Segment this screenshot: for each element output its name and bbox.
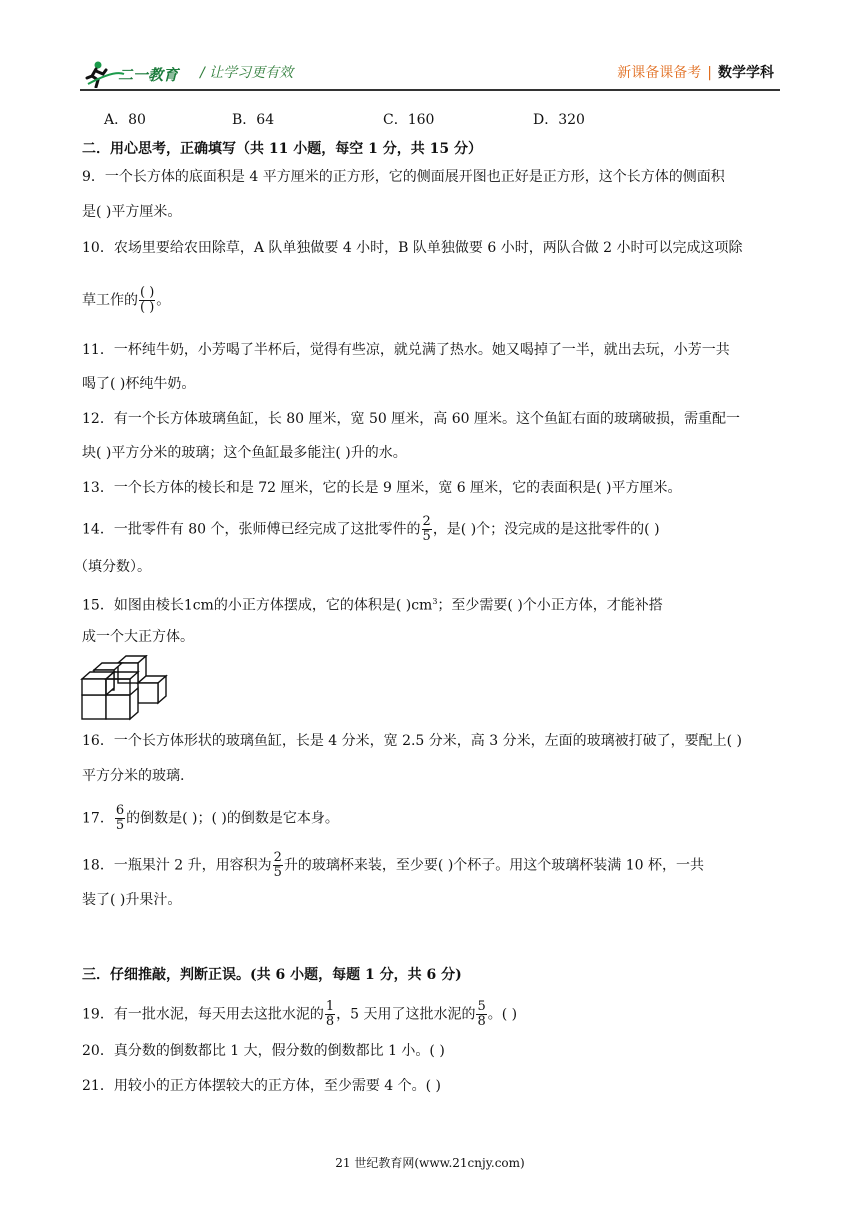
- q8-option-b: B．64: [232, 112, 275, 128]
- q18-pre: 18．一瓶果汁 2 升，用容积为: [82, 857, 272, 874]
- q15-pre: 15．如图由棱长1cm的小正方体摆成，它的体积是( )cm: [82, 597, 433, 614]
- q19-fraction-2: [476, 1000, 486, 1029]
- q10-post: 。: [156, 292, 171, 309]
- logo: [84, 60, 194, 92]
- header-right: [617, 62, 774, 82]
- q10-fraction: [139, 286, 155, 315]
- header-rule: [80, 89, 780, 91]
- q16-line2: 平方分米的玻璃.: [82, 768, 185, 784]
- q17-frac-num: 6: [115, 803, 125, 818]
- q14-line2: （填分数）。: [74, 559, 151, 575]
- section-2-title: 二．用心思考，正确填写（共 11 小题，每空 1 分，共 15 分）: [82, 141, 482, 157]
- q18-line1: [82, 851, 704, 880]
- q8-option-c: C．160: [383, 112, 435, 128]
- q14-line1: [82, 515, 660, 544]
- q11-line1: 11．一杯纯牛奶，小芳喝了半杯后，觉得有些凉，就兑满了热水。她又喝掉了一半，就出去玩，小芳一共: [82, 342, 730, 358]
- q10-frac-num: ( ): [140, 285, 155, 300]
- q19-frac2-den: 8: [477, 1014, 486, 1029]
- section-3-title: 三．仔细推敲，判断正误。(共 6 小题，每题 1 分，共 6 分): [82, 967, 462, 983]
- q20-line1: 20．真分数的倒数都比 1 大，假分数的倒数都比 1 小。( ): [82, 1043, 445, 1059]
- q10-frac-den: ( ): [140, 300, 155, 315]
- q19-frac1-num: 1: [325, 999, 335, 1014]
- logo-text: 二一教育: [118, 66, 179, 84]
- q19-fraction-1: [325, 1000, 335, 1029]
- q17-fraction: [115, 804, 125, 833]
- q8-option-d: D．320: [533, 112, 585, 128]
- q9-line2: 是( )平方厘米。: [82, 204, 182, 220]
- q10-line1: 10．农场里要给农田除草，A 队单独做要 4 小时，B 队单独做要 6 小时，两队合做 2 小时可以完成这项除: [82, 240, 743, 256]
- q21-line1: 21．用较小的正方体摆较大的正方体，至少需要 4 个。( ): [82, 1078, 441, 1094]
- q19-post: 。( ): [487, 1006, 518, 1023]
- q17-post: 的倒数是( )；( )的倒数是它本身。: [126, 810, 339, 827]
- q18-line2: 装了( )升果汁。: [82, 892, 182, 908]
- q18-frac-den: 5: [273, 865, 282, 880]
- header-separator: |: [707, 65, 712, 81]
- q19-frac1-den: 8: [325, 1014, 335, 1029]
- q14-frac-den: 5: [422, 529, 431, 544]
- q17-line1: [82, 804, 339, 833]
- q9-line1: 9．一个长方体的底面积是 4 平方厘米的正方形，它的侧面展开图也正好是正方形，这个长方体的侧面积: [82, 169, 725, 185]
- q19-mid: ，5 天用了这批水泥的: [336, 1006, 476, 1023]
- q18-frac-num: 2: [273, 850, 282, 865]
- q18-post: 升的玻璃杯来装，至少要( )个杯子。用这个玻璃杯装满 10 杯，一共: [283, 857, 704, 874]
- q14-pre: 14．一批零件有 80 个，张师傅已经完成了这批零件的: [82, 521, 421, 538]
- header-slogan: / 让学习更有效: [200, 65, 294, 81]
- q15-sup: 3: [432, 597, 438, 606]
- q10-line2: [82, 286, 170, 315]
- header-subject-label: 数学学科: [718, 65, 774, 81]
- q10-pre: 草工作的: [82, 292, 138, 309]
- q11-line2: 喝了( )杯纯牛奶。: [82, 376, 196, 392]
- q15-post: ；至少需要( )个小正方体，才能补搭: [437, 597, 663, 614]
- q15-line1: [82, 592, 663, 616]
- q12-line2: 块( )平方分米的玻璃；这个鱼缸最多能注( )升的水。: [82, 445, 407, 461]
- q19-frac2-num: 5: [477, 999, 486, 1014]
- q19-line1: [82, 1000, 517, 1029]
- q14-fraction: [422, 515, 432, 544]
- q8-option-a: A．80: [104, 112, 146, 128]
- q19-pre: 19．有一批水泥，每天用去这批水泥的: [82, 1006, 324, 1023]
- q16-line1: 16．一个长方体形状的玻璃鱼缸，长是 4 分米，宽 2.5 分米，高 3 分米，左面的玻璃被打破了，要配上( ): [82, 733, 742, 749]
- q17-pre: 17．: [82, 810, 114, 827]
- q15-line2: 成一个大正方体。: [82, 629, 194, 645]
- q14-frac-num: 2: [422, 514, 431, 529]
- q17-frac-den: 5: [115, 818, 125, 833]
- header-course-label: 新课备课备考: [617, 65, 702, 81]
- cube-stack-figure: [80, 655, 172, 721]
- q12-line1: 12．有一个长方体玻璃鱼缸，长 80 厘米，宽 50 厘米，高 60 厘米。这个鱼缸右面的玻璃破损，需重配一: [82, 411, 740, 427]
- page-footer: 21 世纪教育网(www.21cnjy.com): [335, 1156, 525, 1170]
- q14-post: ，是( )个；没完成的是这批零件的( ): [432, 521, 660, 538]
- q18-fraction: [273, 851, 283, 880]
- q13-line1: 13．一个长方体的棱长和是 72 厘米，它的长是 9 厘米，宽 6 厘米，它的表面积是( )平方厘米。: [82, 480, 682, 496]
